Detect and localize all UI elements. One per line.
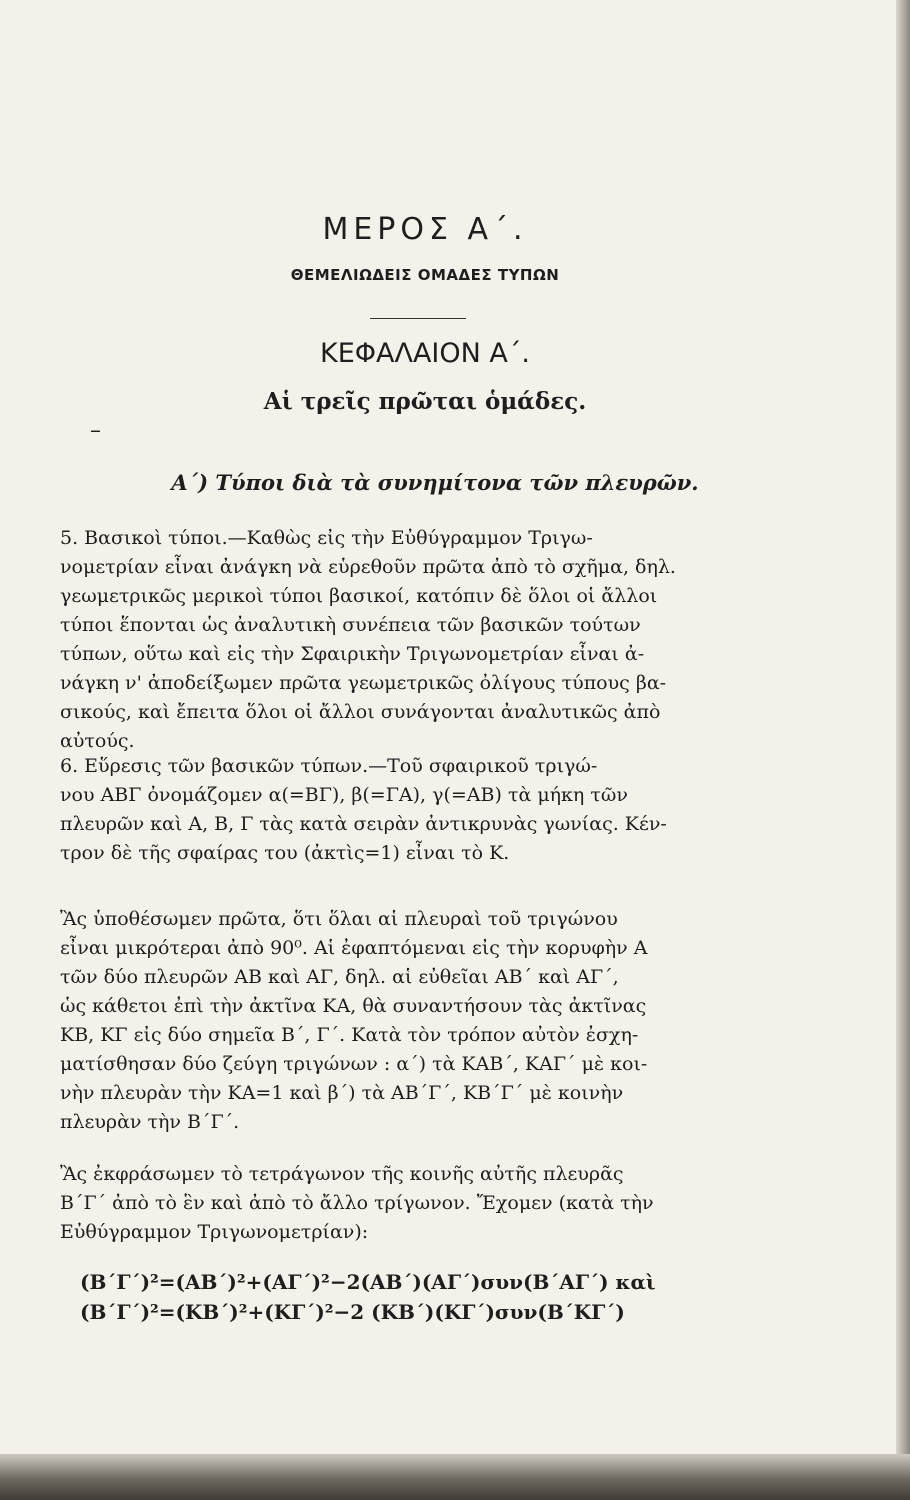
paragraph-5 [60,524,760,756]
text-line: τρον δὲ τῆς σφαίρας του (ἀκτὶς=1) εἶναι τὸ Κ. [60,842,510,864]
text-line: ΚΒ, ΚΓ εἰς δύο σημεῖα Β΄, Γ΄. Κατὰ τὸν τρόπον αὐτὸν ἐσχη- [60,1024,639,1046]
text-line: γεωμετρικῶς μερικοὶ τύποι βασικοί, κατόπιν δὲ ὅλοι οἱ ἄλλοι [60,585,658,607]
text-line: 5. Βασικοὶ τύποι.—Καθὼς εἰς τὴν Εὐθύγραμμον Τριγω- [60,527,593,549]
text-line: νάγκη ν' ἀποδείξωμεν πρῶτα γεωμετρικῶς ὀλίγους τύπους βα- [60,672,667,694]
part-subtitle: ΘΕΜΕΛΙΩΔΕΙΣ ΟΜΑΔΕΣ ΤΥΠΩΝ [290,266,560,284]
text-line: Ἂς ὑποθέσωμεν πρῶτα, ὅτι ὅλαι αἱ πλευραὶ τοῦ τριγώνου [60,908,618,930]
part-title: ΜΕΡΟΣ Α΄. [322,212,528,247]
text-line: ματίσθησαν δύο ζεύγη τριγώνων : α΄) τὰ ΚΑΒ΄, ΚΑΓ΄ μὲ κοι- [60,1053,648,1075]
chapter-subtitle: Αἱ τρεῖς πρῶται ὁμάδες. [263,388,587,415]
text-line: ὡς κάθετοι ἐπὶ τὴν ἀκτῖνα ΚΑ, θὰ συναντήσουν τὰς ἀκτῖνας [60,995,647,1017]
text-line: 6. Εὕρεσις τῶν βασικῶν τύπων.—Τοῦ σφαιρικοῦ τριγώ- [60,755,598,777]
text-line: τύποι ἕπονται ὡς ἀναλυτικὴ συνέπεια τῶν βασικῶν τούτων [60,614,641,636]
text-line: σικούς, καὶ ἔπειτα ὅλοι οἱ ἄλλοι συνάγονται ἀναλυτικῶς ἀπὸ [60,701,661,723]
equation-1: (Β΄Γ΄)²=(ΑΒ΄)²+(ΑΓ΄)²−2(ΑΒ΄)(ΑΓ΄)συν(Β΄ΑΓ΄) καὶ [80,1270,656,1294]
equation-2: (Β΄Γ΄)²=(ΚΒ΄)²+(ΚΓ΄)²−2 (ΚΒ΄)(ΚΓ΄)συν(Β΄ΚΓ΄) [80,1300,625,1324]
text-line: Β΄Γ΄ ἀπὸ τὸ ἓν καὶ ἀπὸ τὸ ἄλλο τρίγωνον. Ἔχομεν (κατὰ τὴν [60,1192,654,1214]
text-line: νου ΑΒΓ ὀνομάζομεν α(=ΒΓ), β(=ΓΑ), γ(=ΑΒ) τὰ μήκη τῶν [60,784,628,806]
paragraph-8 [60,1160,760,1247]
text-line: τύπων, οὕτω καὶ εἰς τὴν Σφαιρικὴν Τριγωνομετρίαν εἶναι ἀ- [60,643,645,665]
paragraph-6 [60,752,760,868]
text-line: Ἂς ἐκφράσωμεν τὸ τετράγωνον τῆς κοινῆς αὐτῆς πλευρᾶς [60,1163,624,1185]
chapter-title: ΚΕΦΑΛΑΙΟΝ Α΄. [320,338,530,369]
divider [370,318,466,319]
text-line: πλευρῶν καὶ Α, Β, Γ τὰς κατὰ σειρὰν ἀντικρυνὰς γωνίας. Κέν- [60,813,667,835]
text-line: τῶν δύο πλευρῶν ΑΒ καὶ ΑΓ, δηλ. αἱ εὐθεῖαι ΑΒ΄ καὶ ΑΓ΄, [60,966,619,988]
dash-mark: – [90,418,101,443]
section-title: Α΄) Τύποι διὰ τὰ συνημίτονα τῶν πλευρῶν. [171,470,699,495]
text-line: Εὐθύγραμμον Τριγωνομετρίαν): [60,1221,369,1243]
paragraph-7 [60,905,760,1137]
text-line: αὐτούς. [60,730,135,752]
text-line: εἶναι μικρότεραι ἀπὸ 90⁰. Αἱ ἐφαπτόμεναι εἰς τὴν κορυφὴν Α [60,937,648,959]
text-line: νὴν πλευρὰν τὴν ΚΑ=1 καὶ β΄) τὰ ΑΒ΄Γ΄, ΚΒ΄Γ΄ μὲ κοινὴν [60,1082,624,1104]
text-line: πλευρὰν τὴν Β΄Γ΄. [60,1111,240,1133]
text-line: νομετρίαν εἶναι ἀνάγκη νὰ εὑρεθοῦν πρῶτα ἀπὸ τὸ σχῆμα, δηλ. [60,556,676,578]
